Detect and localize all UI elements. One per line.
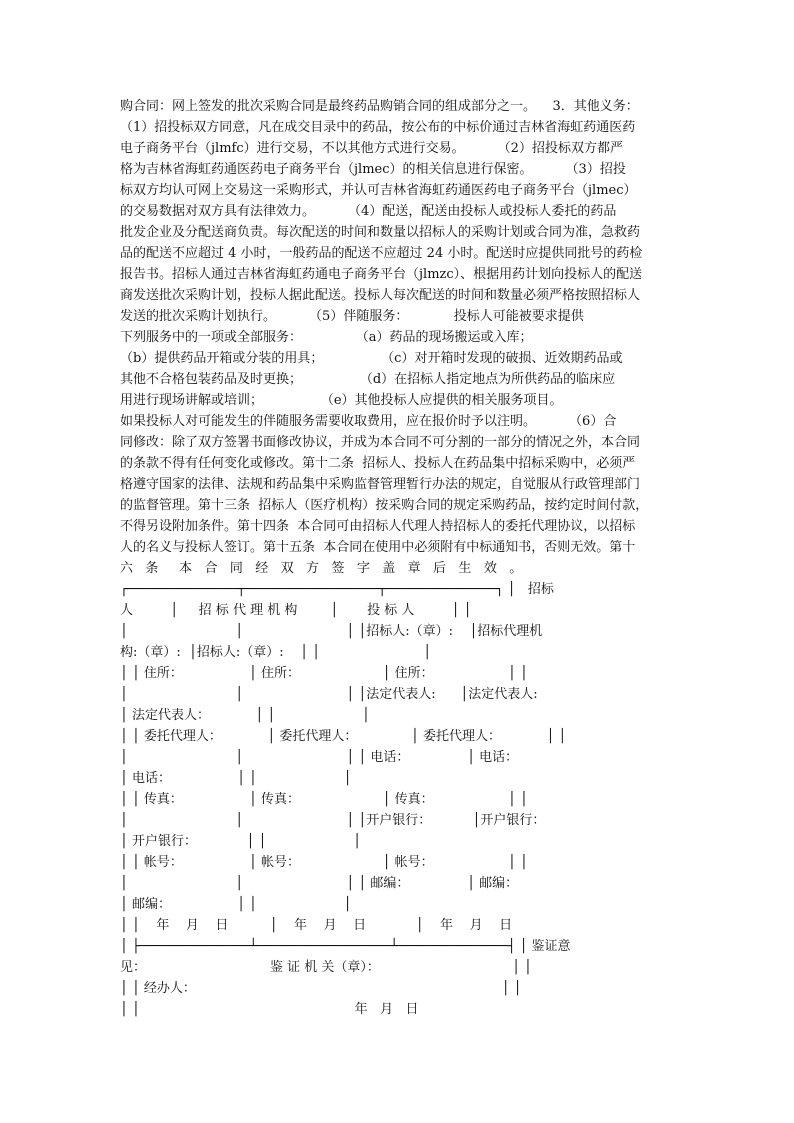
- text-line: 的监督管理。第十三条 招标人（医疗机构）按采购合同的规定采购药品，按约定时间付款，: [120, 498, 649, 513]
- text-line: 商发送批次采购计划，投标人据此配送。投标人每次配送的时间和数量必须严格按照招标人: [120, 288, 641, 303]
- table-line: │ │ 经办人： │ │: [120, 981, 522, 996]
- text-line: 格遵守国家的法律、法规和药品集中采购监督管理暂行办法的规定，自觉服从行政管理部门: [120, 477, 641, 492]
- text-line: 的交易数据对双方具有法律效力。 （4）配送，配送由投标人或投标人委托的药品: [120, 204, 617, 219]
- table-line: │ │ │ │ 电话： │ 电话：: [120, 750, 519, 765]
- table-line: ┌──────────────┬─────────────────┬──────────────┐ │ 招标: [120, 582, 554, 597]
- text-line: 的条款不得有任何变化或修改。第十二条 招标人、投标人在药品集中招标采购中，必须严: [120, 456, 636, 471]
- text-line: 下列服务中的一项或全部服务： （a）药品的现场搬运或入库；: [120, 330, 533, 345]
- text-line: 用进行现场讲解或培训； （e）其他投标人应提供的相关服务项目。: [120, 393, 563, 408]
- table-line: │ │ 年 月 日 │ 年 月 日 │ 年 月 日: [120, 918, 513, 933]
- text-line: 品的配送不应超过 4 小时，一般药品的配送不应超过 24 小时。配送时应提供同批号的药检: [120, 246, 643, 261]
- text-line: 同修改：除了双方签署书面修改协议，并成为本合同不可分割的一部分的情况之外，本合同: [120, 435, 641, 450]
- text-line: 人的名义与投标人签订。第十五条 本合同在使用中必须附有中标通知书，否则无效。第十: [120, 540, 636, 555]
- table-line: │ │ 帐号： │ 帐号： │ 帐号： │ │: [120, 855, 528, 870]
- text-line: 购合同：网上签发的批次采购合同是最终药品购销合同的组成部分之一。 3．其他义务：: [120, 99, 639, 114]
- table-line: │ │ │ │招标人:（章）: │招标代理机: [120, 624, 543, 639]
- table-line: │ │ 委托代理人： │ 委托代理人： │ 委托代理人： │ │: [120, 729, 567, 744]
- table-line: │ 法定代表人： │ │ │: [120, 708, 370, 723]
- text-line: 不得另设附加条件。第十四条 本合同可由招标人代理人持招标人的委托代理协议，以招标: [120, 519, 636, 534]
- text-line: 批发企业及分配送商负责。每次配送的时间和数量以招标人的采购计划或合同为准，急救药: [120, 225, 641, 240]
- table-line: │ 电话： │ │ │: [120, 771, 352, 786]
- table-line: 见： 鉴 证 机 关（章）： │ │: [120, 960, 532, 975]
- text-line: （b）提供药品开箱或分装的用具； （c）对开箱时发现的破损、近效期药品或: [120, 351, 623, 366]
- table-line: │ │ 住所： │ 住所： │ 住所： │ │: [120, 666, 528, 681]
- text-line: 六 条 本 合 同 经 双 方 签 字 盖 章 后 生 效 。: [120, 561, 523, 576]
- text-line: 发送的批次采购计划执行。 （5）伴随服务： 投标人可能被要求提供: [120, 309, 584, 324]
- text-line: 如果投标人对可能发生的伴随服务需要收取费用，应在报价时予以注明。 （6）合: [120, 414, 617, 429]
- table-line: │ │ │ │ 邮编： │ 邮编：: [120, 876, 519, 891]
- text-line: 电子商务平台（jlmfc）进行交易，不以其他方式进行交易。 （2）招投标双方都严: [120, 141, 623, 156]
- text-line: （1）招投标双方同意，凡在成交目录中的药品，按公布的中标价通过吉林省海虹药通医药: [120, 120, 636, 135]
- table-line: │ │ │ │开户银行： │开户银行：: [120, 813, 546, 828]
- text-line: 报告书。招标人通过吉林省海虹药通电子商务平台（jlmzc）、根据用药计划向投标人的配送: [120, 267, 643, 282]
- table-line: 构:（章）: │招标人:（章）: │ │ │: [120, 645, 432, 660]
- text-line: 其他不合格包装药品及时更换； （d）在招标人指定地点为所供药品的临床应: [120, 372, 616, 387]
- text-line: 标双方均认可网上交易这一采购形式，并认可吉林省海虹药通医药电子商务平台（jlmec）: [120, 183, 637, 198]
- table-line: │ │ 传真： │ 传真： │ 传真： │ │: [120, 792, 528, 807]
- table-line: │ 邮编： │ │ │: [120, 897, 352, 912]
- table-line: │ 开户银行： │ │ │: [120, 834, 361, 849]
- table-line: │ │ 年 月 日: [120, 1002, 419, 1017]
- table-line: 人 │ 招 标 代 理 机 构 │ 投 标 人 │ │: [120, 603, 472, 618]
- table-line: │ ├──────────────┴─────────────────┴──────────────┤ │ 鉴证意: [120, 939, 571, 954]
- table-line: │ │ │ │法定代表人: │法定代表人:: [120, 687, 538, 702]
- text-line: 格为吉林省海虹药通医药电子商务平台（jlmec）的相关信息进行保密。 （3）招投: [120, 162, 626, 177]
